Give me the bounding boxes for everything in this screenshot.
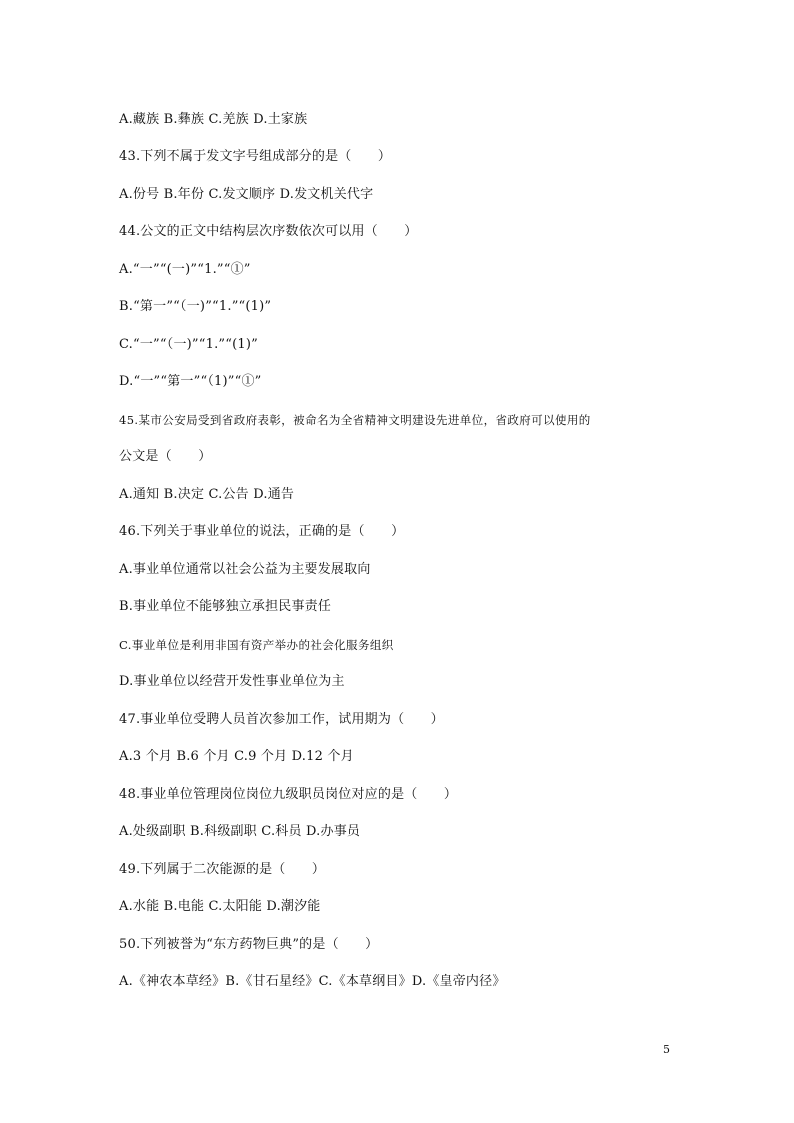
q44-option-a: A.“一”“(一)”“1.”“①” <box>119 262 251 277</box>
q49-question: 49.下列属于二次能源的是（ ） <box>119 862 326 877</box>
q50-question: 50.下列被誉为“东方药物巨典”的是（ ） <box>119 937 379 952</box>
q49-options: A.水能 B.电能 C.太阳能 D.潮汐能 <box>119 899 321 914</box>
page-number: 5 <box>663 1043 670 1056</box>
q44-option-d: D.“一”“第一”“（1)”“①” <box>119 374 262 389</box>
q46-option-b: B.事业单位不能够独立承担民事责任 <box>119 599 332 614</box>
q46-option-c: C.事业单位是利用非国有资产举办的社会化服务组织 <box>119 638 394 652</box>
q47-question: 47.事业单位受聘人员首次参加工作，试用期为（ ） <box>119 712 444 727</box>
q44-question: 44.公文的正文中结构层次序数依次可以用（ ） <box>119 224 418 239</box>
q46-question: 46.下列关于事业单位的说法，正确的是（ ） <box>119 524 405 539</box>
q45-question: 45.某市公安局受到省政府表彰，被命名为全省精神文明建设先进单位，省政府可以使用的 <box>119 413 591 427</box>
q46-option-d: D.事业单位以经营开发性事业单位为主 <box>119 674 345 689</box>
q44-option-b: B.“第一”“（一)”“1.”“(1)” <box>119 299 272 314</box>
q50-options: A.《神农本草经》B.《甘石星经》C.《本草纲目》D.《皇帝内径》 <box>119 974 506 989</box>
q43-options: A.份号 B.年份 C.发文顺序 D.发文机关代字 <box>119 187 374 202</box>
q47-options: A.3 个月 B.6 个月 C.9 个月 D.12 个月 <box>119 749 354 764</box>
q44-option-c: C.“一”“（一)”“1.”“(1)” <box>119 337 258 352</box>
q45-options: A.通知 B.决定 C.公告 D.通告 <box>119 487 295 502</box>
q48-options: A.处级副职 B.科级副职 C.科员 D.办事员 <box>119 824 361 839</box>
q46-option-a: A.事业单位通常以社会公益为主要发展取向 <box>119 562 371 577</box>
q43-question: 43.下列不属于发文字号组成部分的是（ ） <box>119 149 392 164</box>
q48-question: 48.事业单位管理岗位岗位九级职员岗位对应的是（ ） <box>119 787 458 802</box>
q42-options: A.藏族 B.彝族 C.羌族 D.土家族 <box>119 112 308 127</box>
q45-question-cont: 公文是（ ） <box>119 449 212 464</box>
